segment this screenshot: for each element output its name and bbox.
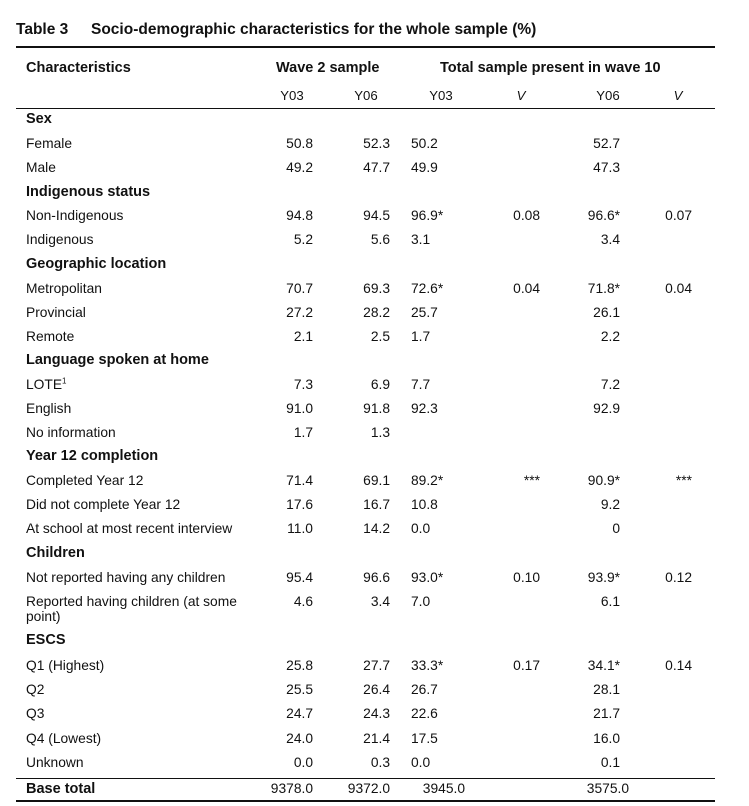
cell-w2-y06: 6.9 <box>370 377 390 392</box>
cell-w2-y03: 11.0 <box>287 521 313 536</box>
row-label <box>26 305 86 321</box>
base-total-label: Base total <box>26 781 96 797</box>
cell-w10-y06: 93.9* <box>587 570 620 585</box>
row-label-text: Female <box>26 136 73 151</box>
cell-w10-y03: 0.0 <box>411 755 431 770</box>
cell-w10-y03: 93.0* <box>411 570 444 585</box>
row-label <box>26 208 123 224</box>
cell-w2-y03: 17.6 <box>286 497 313 512</box>
wave10-header: Total sample present in wave 10 <box>440 60 661 76</box>
cell-w10-y06: 47.3 <box>593 160 620 175</box>
row-label <box>26 570 225 586</box>
row-label-text: Completed Year 12 <box>26 473 144 488</box>
cell-w2-y03: 24.7 <box>286 706 313 721</box>
row-label-text: Q4 (Lowest) <box>26 731 102 746</box>
cell-w10-y06: 7.2 <box>600 377 620 392</box>
cell-w2-y06: 52.3 <box>363 136 390 151</box>
row-label-text: Reported having children (at some point) <box>26 594 237 624</box>
row-label-text: Male <box>26 160 56 175</box>
cell-w10-y03: 49.9 <box>411 160 438 175</box>
cell-v2: 0.07 <box>665 208 692 223</box>
cell-w10-y06: 96.6* <box>587 208 620 223</box>
cell-w2-y06: 27.7 <box>363 658 390 673</box>
cell-w2-y06: 24.3 <box>363 706 390 721</box>
cell-w10-y03: 7.7 <box>411 377 431 392</box>
cell-w10-y06: 90.9* <box>587 473 620 488</box>
row-label-text: Remote <box>26 329 75 344</box>
top-rule <box>16 46 715 48</box>
cell-w2-y06: 3.4 <box>370 594 390 609</box>
cell-v2: 0.04 <box>665 281 692 296</box>
row-label-text: Unknown <box>26 755 84 770</box>
cell-w10-y03: 17.5 <box>411 731 438 746</box>
row-label-text: Metropolitan <box>26 281 102 296</box>
cell-v1: 0.10 <box>513 570 540 585</box>
row-label-text: Non-Indigenous <box>26 208 124 223</box>
cell-w10-y03: 1.7 <box>411 329 431 344</box>
cell-w2-y03: 27.2 <box>286 305 313 320</box>
cell-w2-y06: 94.5 <box>363 208 390 223</box>
cell-w2-y06: 14.2 <box>363 521 390 536</box>
cell-w2-y06: 69.1 <box>363 473 390 488</box>
base-total-w2-y06: 9372.0 <box>347 781 390 796</box>
cell-w10-y03: 26.7 <box>411 682 438 697</box>
section-heading-year-12-completion: Year 12 completion <box>26 448 159 464</box>
bottom-rule <box>16 800 715 802</box>
cell-w2-y03: 71.4 <box>286 473 313 488</box>
row-label <box>26 706 44 722</box>
base-total-w2-y03: 9378.0 <box>270 781 313 796</box>
cell-w10-y03: 96.9* <box>411 208 444 223</box>
cell-w2-y06: 91.8 <box>363 401 390 416</box>
cell-w10-y03: 92.3 <box>411 401 438 416</box>
row-label-text: Q2 <box>26 682 45 697</box>
base-rule <box>16 778 715 779</box>
cell-w10-y06: 16.0 <box>593 731 620 746</box>
section-heading-children: Children <box>26 545 85 561</box>
row-label <box>26 401 71 417</box>
base-total-w10-y03: 3945.0 <box>422 781 465 796</box>
header-rule <box>16 108 715 109</box>
wave2-header: Wave 2 sample <box>276 60 380 76</box>
row-label <box>26 136 72 152</box>
row-label-text: Indigenous <box>26 232 94 247</box>
cell-w2-y06: 47.7 <box>363 160 390 175</box>
cell-w2-y06: 69.3 <box>363 281 390 296</box>
row-label <box>26 329 74 345</box>
section-heading-geographic-location: Geographic location <box>26 256 167 272</box>
cell-w2-y06: 1.3 <box>370 425 390 440</box>
table-caption <box>16 21 536 39</box>
row-label <box>26 425 116 441</box>
cell-w10-y03: 7.0 <box>411 594 431 609</box>
cell-v2: 0.12 <box>665 570 692 585</box>
cell-w10-y06: 52.7 <box>593 136 620 151</box>
cell-v1: 0.04 <box>513 281 540 296</box>
cell-v1: 0.08 <box>513 208 540 223</box>
cell-w2-y06: 21.4 <box>363 731 390 746</box>
row-label-text: Q3 <box>26 706 45 721</box>
row-label-text: English <box>26 401 72 416</box>
cell-w2-y03: 25.8 <box>286 658 313 673</box>
row-label <box>26 755 84 771</box>
cell-w10-y03: 10.8 <box>411 497 438 512</box>
row-label <box>26 473 143 489</box>
base-total-w10-y06: 3575.0 <box>586 781 629 796</box>
cell-w10-y03: 72.6* <box>411 281 444 296</box>
row-label <box>26 521 232 537</box>
cell-w2-y06: 0.3 <box>370 755 390 770</box>
cell-w10-y06: 28.1 <box>593 682 620 697</box>
cell-w2-y03: 95.4 <box>286 570 313 585</box>
table-number: Table 3 <box>16 21 69 38</box>
row-label <box>26 377 67 393</box>
cell-w10-y03: 22.6 <box>411 706 438 721</box>
row-label-text: Provincial <box>26 305 86 320</box>
row-label <box>26 682 44 698</box>
cell-w2-y03: 4.6 <box>293 594 313 609</box>
row-label <box>26 160 56 176</box>
row-label-text: No information <box>26 425 116 440</box>
wave10-y03-header: Y03 <box>429 88 453 103</box>
cell-w10-y06: 21.7 <box>593 706 620 721</box>
row-label-text: LOTE <box>26 377 63 392</box>
cell-w10-y03: 50.2 <box>411 136 438 151</box>
cell-w2-y06: 26.4 <box>363 682 390 697</box>
cell-w2-y03: 91.0 <box>286 401 313 416</box>
section-heading-escs: ESCS <box>26 632 66 648</box>
cell-w2-y06: 96.6 <box>363 570 390 585</box>
row-label <box>26 232 94 248</box>
cell-w2-y03: 24.0 <box>286 731 313 746</box>
cell-w10-y06: 2.2 <box>600 329 620 344</box>
section-heading-language-spoken-at-home: Language spoken at home <box>26 352 209 368</box>
wave10-y06-header: Y06 <box>596 88 620 103</box>
cell-w2-y03: 94.8 <box>286 208 313 223</box>
cell-w2-y03: 5.2 <box>293 232 313 247</box>
cell-v1: 0.17 <box>513 658 540 673</box>
cell-v2: 0.14 <box>665 658 692 673</box>
cell-w2-y06: 5.6 <box>370 232 390 247</box>
section-heading-sex: Sex <box>26 111 52 127</box>
row-label-text: Did not complete Year 12 <box>26 497 181 512</box>
wave10-v1-header: V <box>516 88 526 103</box>
cell-w10-y06: 9.2 <box>600 497 620 512</box>
row-label-text: At school at most recent interview <box>26 521 233 536</box>
cell-w10-y03: 3.1 <box>411 232 431 247</box>
footnote-marker: 1 <box>62 376 67 386</box>
cell-w10-y03: 33.3* <box>411 658 444 673</box>
section-heading-indigenous-status: Indigenous status <box>26 184 151 200</box>
cell-w2-y03: 70.7 <box>286 281 313 296</box>
row-label <box>26 731 101 747</box>
wave2-y06-header: Y06 <box>354 88 378 103</box>
row-label <box>26 281 102 297</box>
cell-w10-y06: 3.4 <box>600 232 620 247</box>
cell-w10-y06: 92.9 <box>593 401 620 416</box>
cell-v2: *** <box>675 473 692 488</box>
row-label <box>26 497 180 513</box>
cell-w10-y06: 6.1 <box>600 594 620 609</box>
cell-v1: *** <box>523 473 540 488</box>
cell-w2-y03: 0.0 <box>293 755 313 770</box>
cell-w2-y03: 49.2 <box>286 160 313 175</box>
cell-w2-y03: 7.3 <box>293 377 313 392</box>
cell-w10-y06: 34.1* <box>587 658 620 673</box>
wave10-v2-header: V <box>673 88 683 103</box>
cell-w2-y06: 16.7 <box>363 497 390 512</box>
cell-w10-y03: 89.2* <box>411 473 444 488</box>
cell-w2-y06: 28.2 <box>363 305 390 320</box>
cell-w2-y03: 2.1 <box>293 329 313 344</box>
table-title: Socio-demographic characteristics for the whole sample (%) <box>91 21 537 38</box>
wave2-y03-header: Y03 <box>280 88 304 103</box>
cell-w10-y03: 25.7 <box>411 305 438 320</box>
cell-w10-y06: 26.1 <box>593 305 620 320</box>
row-label-text: Q1 (Highest) <box>26 658 105 673</box>
cell-w10-y03: 0.0 <box>411 521 431 536</box>
cell-w2-y03: 1.7 <box>293 425 313 440</box>
cell-w10-y06: 71.8* <box>587 281 620 296</box>
row-label-text: Not reported having any children <box>26 570 226 585</box>
cell-w10-y06: 0.1 <box>600 755 620 770</box>
characteristics-header: Characteristics <box>26 60 131 76</box>
cell-w2-y03: 50.8 <box>286 136 313 151</box>
row-label <box>26 594 266 624</box>
cell-w2-y06: 2.5 <box>370 329 390 344</box>
cell-w2-y03: 25.5 <box>286 682 313 697</box>
row-label <box>26 658 104 674</box>
cell-w10-y06: 0 <box>612 521 620 536</box>
